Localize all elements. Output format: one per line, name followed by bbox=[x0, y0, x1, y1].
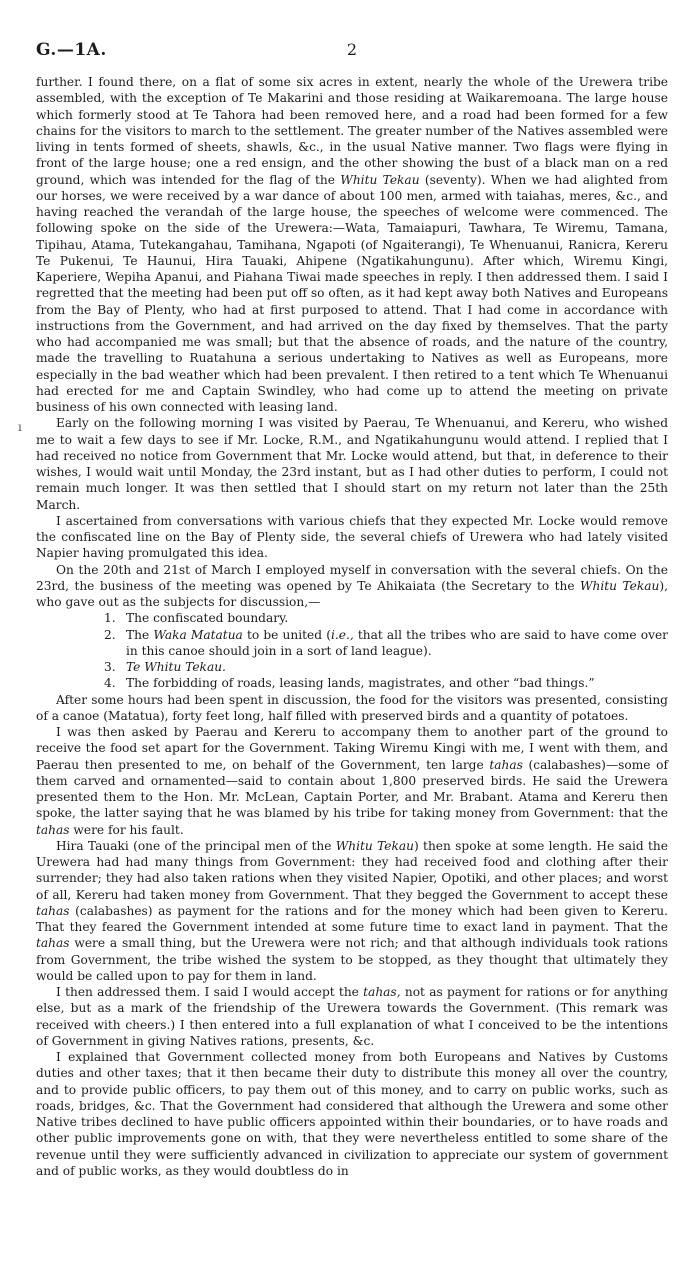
italic-text: tahas bbox=[489, 757, 523, 772]
text-run: The confiscated boundary. bbox=[126, 611, 289, 626]
text-run: (calabashes) as payment for the rations and for the money which had been given to Kereru. That they feared the Government intended at some future time to exact land in payment. That the bbox=[36, 903, 668, 934]
text-run: Hira Tauaki (one of the principal men of the bbox=[56, 838, 336, 853]
text-run: ), who gave out as the subjects for discussion,— bbox=[36, 578, 668, 609]
text-run: (seventy). When we had alighted from our horses, we were received by a war dance of about 100 men, armed with taiahas, meres, &c., and having reached the verandah of the large house, the speeches of welcome were commenced. The following spoke on the side of the Urewera:—Wata, Tamaiapuri, Tawhara, Te Wiremu, Tamana, Tipihau, Atama, Tutekangahau, Tamihana, Ngapoti (of Ngaiterangi), Te Whenuanui, Ranicra, Kereru Te Pukenui, Te Haunui, Hira Tauaki, Ahipene (Ngatikahungunu). After which, Wiremu Kingi, Kaperiere, Wepiha Apanui, and Piahana Tiwai made speeches in reply. I then addressed them. I said I regretted that the meeting had been put off so often, as it had kept away both Natives and Europeans from the Bay of Plenty, who had at first purposed to attend. That I had come in accordance with instructions from the Government, and had arrived on the day fixed by themselves. That the party who had accompanied me was small; but that the absence of roads, and the nature of the country, made the travelling to Ruatahuna a serious undertaking to Natives as well as Europeans, more especially in the bad weather which had been prevalent. I then retired to a tent which Te Whenuanui had erected for me and Captain Swindley, who had come up to attend the meeting on private business of his own connected with leasing land. bbox=[36, 172, 668, 414]
italic-text: Whitu Tekau bbox=[335, 838, 414, 853]
document-page bbox=[36, 40, 668, 1179]
body-section-2 bbox=[36, 692, 668, 1180]
text-run: On the 20th and 21st of March I employed myself in conversation with the several chiefs. On the 23rd, the business of the meeting was opened by Te Ahikaiata (the Secretary to the bbox=[36, 562, 668, 593]
text-run: After some hours had been spent in discussion, the food for the visitors was presented, consisting of a canoe (Matatua), forty feet long, half filled with preserved birds and a quantity of potatoes. bbox=[36, 692, 668, 723]
page-header bbox=[36, 40, 668, 62]
text-run: that all the tribes who are said to have come over in this canoe should join in a sort of land league). bbox=[126, 627, 668, 658]
italic-text: tahas, bbox=[363, 985, 401, 999]
text-run: to be united ( bbox=[242, 627, 331, 642]
text-run: further. I found there, on a flat of some six acres in extent, nearly the whole of the Urewera tribe assembled, with the exception of Te Makarini and those residing at Waikaremoana. The large house which formerly stood at Te Tahora had been removed here, and a road had been formed for a few chains for the visitors to march to the settlement. The greater number of the Natives assembled were living in tents formed of sheets, shawls, &c., in the usual Native manner. Two flags were flying in front of the large house; one a red ensign, and the other showing the bust of a black man on a red ground, which was intended for the flag of the bbox=[36, 75, 668, 187]
text-run: The forbidding of roads, leasing lands, magistrates, and other “bad things.” bbox=[126, 676, 595, 691]
document-body bbox=[36, 74, 668, 1179]
italic-text: i.e., bbox=[330, 627, 354, 642]
list-item-number: 2. bbox=[104, 627, 116, 642]
list-item bbox=[36, 610, 668, 626]
list-item-number: 1. bbox=[104, 611, 116, 626]
list-item bbox=[36, 627, 668, 660]
list-item bbox=[36, 675, 668, 691]
text-run: I then addressed them. I said I would accept the bbox=[56, 985, 364, 999]
text-run: Early on the following morning I was visited by Paerau, Te Whenuanui, and Kereru, who wished me to wait a few days to see if Mr. Locke, R.M., and Ngatikahungunu would attend. I replied that I had received no notice from Government that Mr. Locke would attend, but that, in deference to their wishes, I would wait until Monday, the 23rd instant, but as I had other duties to perform, I could not remain much longer. It was then settled that I should start on my return not later than the 25th March. bbox=[36, 416, 668, 512]
paragraph bbox=[36, 692, 668, 725]
paragraph bbox=[36, 1049, 668, 1179]
body-section-1 bbox=[36, 74, 668, 610]
text-run: The bbox=[126, 627, 154, 642]
list-item-number: 3. bbox=[104, 660, 116, 674]
paragraph bbox=[36, 984, 668, 1049]
text-run: (calabashes)—some of them carved and ornamented—said to contain about 1,800 preserved birds. He said the Urewera presented them to the Hon. Mr. McLean, Captain Porter, and Mr. Brabant. Atama and Kereru then spoke, the latter saying that he was blamed by his tribe for taking money from Government: that the bbox=[36, 757, 668, 821]
paragraph bbox=[36, 562, 668, 611]
italic-text: Te Whitu Tekau. bbox=[126, 660, 226, 674]
text-run: not as payment for rations or for anything else, but as a mark of the friendship of the Urewera towards the Government. (This remark was received with cheers.) I then entered into a full explanation of what I conceived to be the intentions of Government in giving Natives rations, presents, &c. bbox=[36, 985, 668, 1048]
margin-mark: ı bbox=[18, 420, 22, 434]
paragraph bbox=[36, 415, 668, 513]
page-number: 2 bbox=[346, 40, 358, 59]
italic-text: tahas bbox=[36, 903, 70, 918]
discussion-subjects-list bbox=[36, 610, 668, 691]
paragraph bbox=[36, 74, 668, 415]
italic-text: Whitu Tekau bbox=[340, 172, 420, 187]
list-item bbox=[36, 659, 668, 675]
list-item-number: 4. bbox=[104, 676, 116, 691]
paragraph bbox=[36, 513, 668, 562]
document-code: G.—1A. bbox=[36, 40, 107, 60]
text-run: ) then spoke at some length. He said the Urewera had had many things from Government: they had received food and clothing after their surrender; they had also taken rations when they visited Napier, Opotiki, and other places; and worst of all, Kereru had taken money from Government. That they begged the Government to accept these bbox=[36, 838, 668, 902]
italic-text: tahas bbox=[36, 936, 70, 951]
paragraph bbox=[36, 838, 668, 984]
paragraph bbox=[36, 724, 668, 838]
text-run: I ascertained from conversations with various chiefs that they expected Mr. Locke would remove the confiscated line on the Bay of Plenty side, the several chiefs of Urewera who had lately visited Napier having promulgated this idea. bbox=[36, 513, 668, 561]
text-run: were a small thing, but the Urewera were not rich; and that although individuals took rations from Government, the tribe wished the system to be stopped, as they thought that ultimately they would be called upon to pay for them in land. bbox=[36, 936, 668, 983]
text-run: were for his fault. bbox=[69, 822, 184, 837]
text-run: I explained that Government collected money from both Europeans and Natives by Customs duties and other taxes; that it then became their duty to distribute this money all over the country, and to provide public officers, to pay them out of this money, and to carry on public works, such as roads, bridges, &c. That the Government had considered that although the Urewera and some other Native tribes declined to have public officers appointed within their boundaries, or to have roads and other public improvements gone on with, that they were nevertheless entitled to some share of the revenue until they were sufficiently advanced in civilization to appreciate our system of government and of public works, as they would doubtless do in bbox=[36, 1050, 668, 1178]
italic-text: tahas bbox=[36, 822, 70, 837]
italic-text: Waka Matatua bbox=[153, 627, 243, 642]
text-run: I was then asked by Paerau and Kereru to accompany them to another part of the ground to receive the food set apart for the Government. Taking Wiremu Kingi with me, I went with them, and Paerau then presented to me, on behalf of the Government, ten large bbox=[36, 725, 668, 772]
italic-text: Whitu Tekau bbox=[580, 578, 660, 593]
